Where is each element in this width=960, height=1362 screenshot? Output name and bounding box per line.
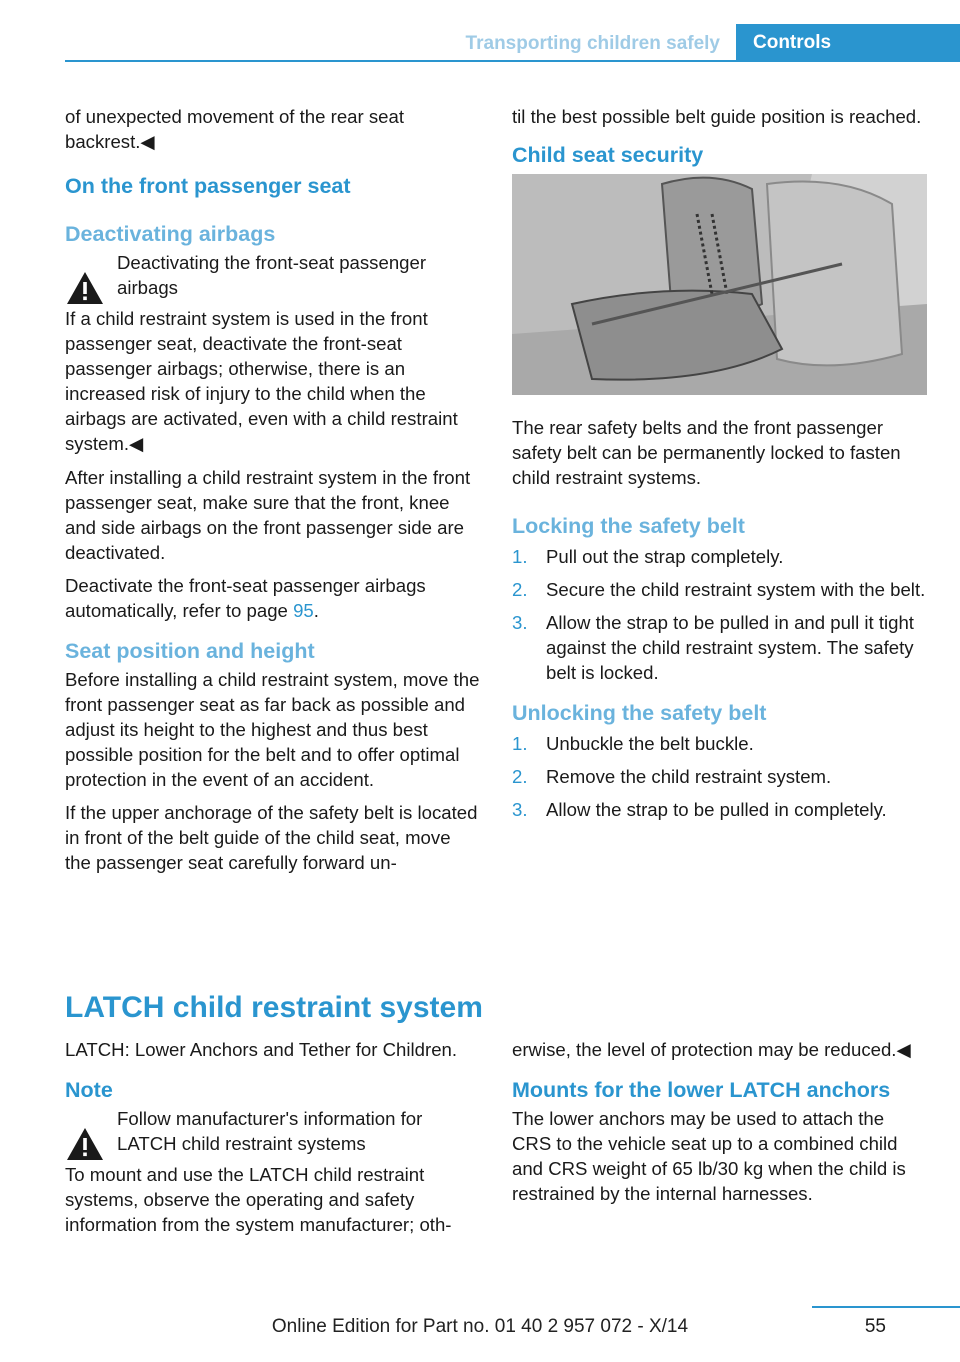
warning-icon [65,1126,105,1162]
header-section-title: Transporting children safely [465,33,720,54]
heading-locking: Locking the safety belt [512,514,745,538]
paragraph-mounts: The lower anchors may be used to attach the CRS to the vehicle seat up to a combined child and CRS weight of 65 lb/30 kg when the child is restrained by the internal harnesses. [512,1108,906,1204]
latch-left-column [65,1037,480,1245]
locking-steps [512,544,927,685]
heading-mounts: Mounts for the lower LATCH anchors [512,1078,891,1102]
list-item: 2. Remove the child restraint system. [512,766,832,787]
heading-deactivating-airbags: Deactivating airbags [65,222,276,246]
page-number: 55 [864,1316,886,1337]
child-seat-illustration [512,174,927,395]
footer-edition: Online Edition for Part no. 01 40 2 957 072 - X/14 [271,1316,689,1337]
list-item: 1. Unbuckle the belt buckle. [512,733,754,754]
paragraph-seat-position: Before installing a child restraint system, move the front passenger seat as far back as possible and adjust its height to the highest and thus best possible position for the belt and to offer optimal protection in the event of an accident. [65,669,480,790]
heading-child-seat-security: Child seat security [512,143,704,167]
footer-rule [812,1306,960,1308]
continued-text: til the best possible belt guide position is reached. [512,106,922,127]
paragraph-after-install: After installing a child restraint system in the front passenger seat, make sure that the front, knee and side airbags on the front passenger side are deactivated. [65,467,471,563]
latch-right-column [512,1037,927,1214]
warning-icon [65,270,105,306]
warning-title: Deactivating the front-seat passenger airbags [117,252,427,298]
latch-warning-body: To mount and use the LATCH child restraint systems, observe the operating and safety information from the system manufacturer; oth- [65,1164,452,1235]
paragraph-security: The rear safety belts and the front passenger safety belt can be permanently locked to fasten child restraint systems. [512,417,901,488]
warning-title: Follow manufacturer's information for LATCH child restraint systems [117,1108,423,1154]
list-item: 3. Allow the strap to be pulled in completely. [512,799,887,820]
heading-unlocking: Unlocking the safety belt [512,701,767,725]
paragraph-upper-anchorage: If the upper anchorage of the safety belt is located in front of the belt guide of the child seat, move the passenger seat carefully forward un- [65,802,478,873]
heading-latch: LATCH child restraint system [65,991,483,1024]
header-chapter-tab: Controls [736,24,960,62]
unlocking-steps [512,731,927,822]
intro-text: of unexpected movement of the rear seat backrest.◀ [65,106,405,152]
warning-airbags [65,250,480,300]
warning-latch [65,1106,480,1156]
latch-intro: LATCH: Lower Anchors and Tether for Children. [65,1039,458,1060]
heading-seat-position: Seat position and height [65,639,315,663]
list-item: 3. Allow the strap to be pulled in and pull it tight against the child restraint system. The safety belt is locked. [512,612,914,683]
page-reference-link[interactable]: 95 [293,600,314,621]
warning-body: If a child restraint system is used in the front passenger seat, deactivate the front-seat passenger airbags; otherwise, there is an increased risk of injury to the child when the airbags are activated, even with a child restraint system.◀ [65,308,458,454]
left-column [65,104,480,883]
right-column [512,104,927,830]
heading-front-passenger: On the front passenger seat [65,174,351,198]
list-item: 2. Secure the child restraint system with the belt. [512,579,926,600]
list-item: 1. Pull out the strap completely. [512,546,784,567]
heading-note: Note [65,1078,113,1102]
paragraph-deactivate-auto: Deactivate the front-seat passenger airbags automatically, refer to page 95. [65,575,426,621]
header-rule [65,60,960,62]
latch-continued: erwise, the level of protection may be reduced.◀ [512,1039,911,1060]
